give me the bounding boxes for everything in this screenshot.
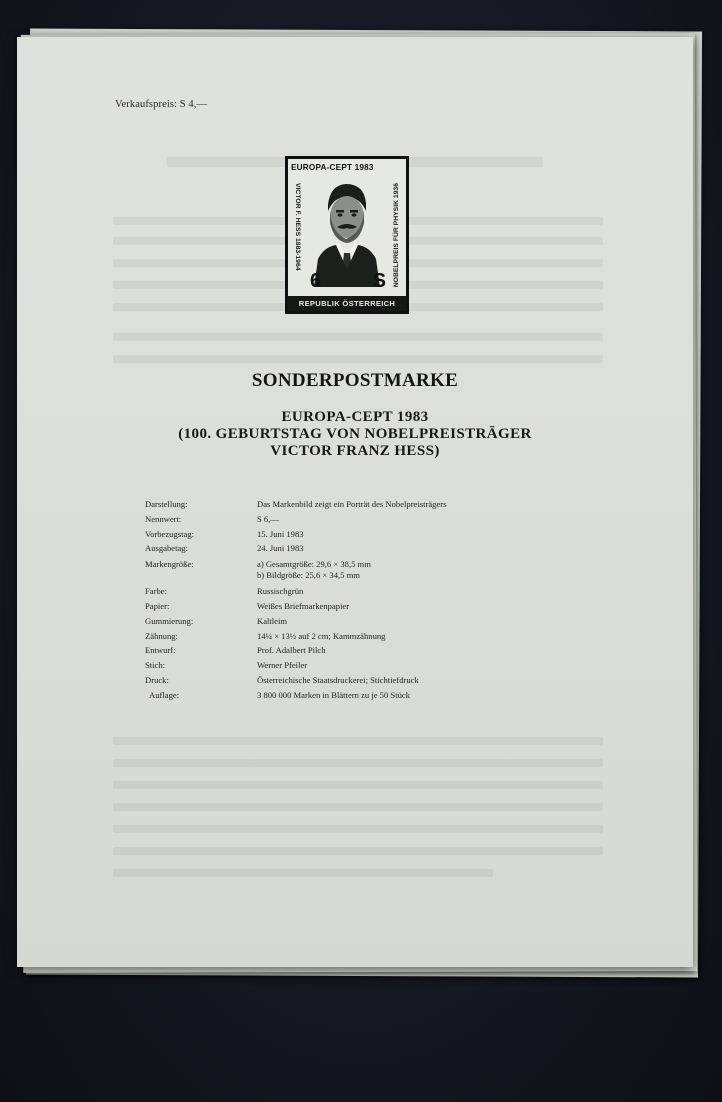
detail-row <box>145 512 615 527</box>
show-through <box>113 869 493 877</box>
detail-value: 15. Juni 1983 <box>257 528 304 539</box>
detail-value: S 6,— <box>257 513 279 524</box>
detail-row <box>145 658 615 673</box>
detail-label: Gummierung: <box>145 615 194 626</box>
detail-label: Auflage: <box>149 689 180 700</box>
show-through <box>113 847 603 855</box>
stamp <box>288 159 406 311</box>
detail-value-line: b) Bildgröße: 25,6 × 34,5 mm <box>257 569 360 580</box>
detail-label: Darstellung: <box>145 499 188 509</box>
detail-row <box>145 614 615 629</box>
subtitle-line-1: EUROPA-CEPT 1983 <box>281 409 429 425</box>
stamp-right-text: NOBELPREIS FÜR PHYSIK 1936 <box>393 183 400 288</box>
detail-label: Ausgabetag: <box>145 543 188 554</box>
detail-row <box>145 643 615 658</box>
show-through <box>113 825 603 833</box>
detail-row <box>145 629 615 644</box>
detail-row <box>145 580 615 599</box>
detail-label: Zähnung: <box>145 630 178 641</box>
detail-label: Markengröße: <box>145 559 194 570</box>
show-through <box>113 355 603 363</box>
stamp-top-text: EUROPA-CEPT 1983 <box>291 163 374 172</box>
detail-value: Russischgrün <box>257 586 304 597</box>
stamp-issue-sheet <box>17 37 693 967</box>
detail-row <box>145 541 615 556</box>
detail-value: Weißes Briefmarkenpapier <box>257 600 350 611</box>
detail-label: Farbe: <box>145 586 167 597</box>
detail-value: Österreichische Staatsdruckerei; Stichtiefdruck <box>257 674 419 685</box>
show-through <box>113 333 603 341</box>
detail-row <box>145 673 615 688</box>
show-through <box>113 759 603 767</box>
subtitle-line-2: (100. GEBURTSTAG VON NOBELPREISTRÄGER <box>178 426 532 442</box>
detail-row <box>145 556 615 580</box>
detail-value: Prof. Adalbert Pilch <box>257 645 326 656</box>
sale-price: Verkaufspreis: S 4,— <box>115 99 208 110</box>
detail-value: 14¼ × 13½ auf 2 cm; Kammzähnung <box>257 630 386 641</box>
stamp-country: REPUBLIK ÖSTERREICH <box>288 296 406 311</box>
page-title: SONDERPOSTMARKE <box>251 370 459 391</box>
detail-label: Papier: <box>145 600 170 611</box>
detail-value: Das Markenbild zeigt ein Porträt des Nobelpreisträgers <box>257 499 447 509</box>
detail-value: 24. Juni 1983 <box>257 543 304 554</box>
subtitle-line-3: VICTOR FRANZ HESS) <box>270 443 440 459</box>
detail-value: Kaltleim <box>257 615 288 626</box>
detail-label: Druck: <box>145 674 169 685</box>
detail-label: Nennwert: <box>145 513 182 524</box>
stamp-image <box>285 156 409 314</box>
detail-label: Stich: <box>145 660 166 671</box>
show-through <box>113 737 603 745</box>
stamp-details-table <box>145 497 615 703</box>
detail-label: Entwurf: <box>145 645 176 656</box>
detail-label: Vorbezugstag: <box>145 528 195 539</box>
show-through <box>113 803 603 811</box>
stamp-value: 6 <box>310 270 322 292</box>
detail-value: 3 800 000 Marken in Blättern zu je 50 Stück <box>257 689 410 700</box>
detail-value-line: a) Gesamtgröße: 29,6 × 38,5 mm <box>257 559 371 570</box>
detail-value <box>257 559 615 580</box>
detail-row <box>145 599 615 614</box>
detail-value: Werner Pfeiler <box>257 660 308 671</box>
detail-row <box>145 527 615 542</box>
detail-row <box>145 497 615 512</box>
show-through <box>113 781 603 789</box>
stamp-currency: S <box>372 270 386 292</box>
detail-row <box>145 688 615 703</box>
stamp-left-text: VICTOR F. HESS 1883-1964 <box>294 183 301 271</box>
